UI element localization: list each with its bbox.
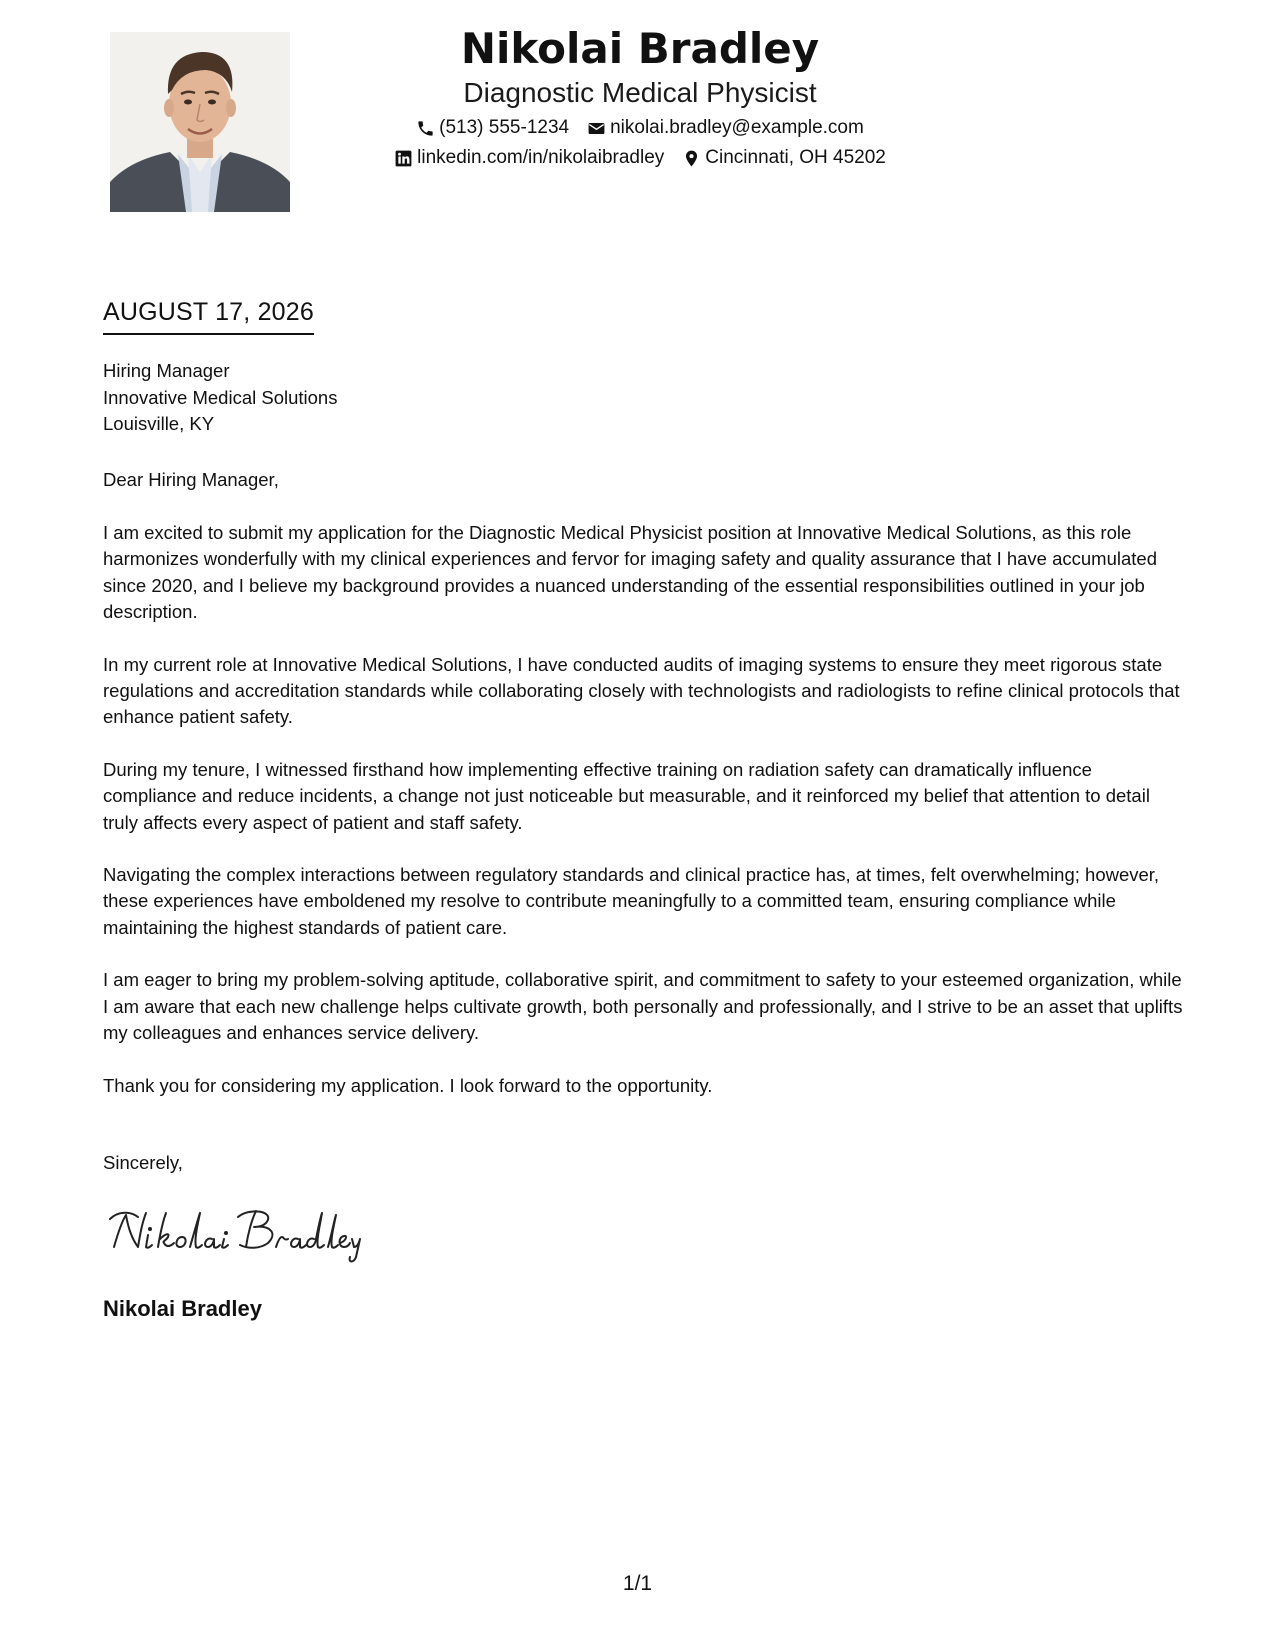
contact-phone[interactable] [416,117,569,139]
handwritten-signature [108,1203,368,1263]
letter-date: AUGUST 17, 2026 [103,298,314,335]
envelope-icon [587,119,606,138]
job-title: Diagnostic Medical Physicist [463,77,817,108]
candidate-name: Nikolai Bradley [460,24,820,73]
body-paragraph: Navigating the complex interactions between regulatory standards and clinical practice has, at times, felt overwhelming; however, these experiences have emboldened my resolve to contribute meaningfully to a committed team, ensuring compliance while maintaining the highest standards of patient care. [103,864,1160,938]
signature-image [108,1203,368,1263]
phone-text: (513) 555-1234 [439,117,570,138]
page-number: 1/1 [622,1572,653,1595]
avatar [110,32,290,212]
body-paragraph: I am eager to bring my problem-solving aptitude, collaborative spirit, and commitment to safety to your esteemed organization, while I am aware that each new challenge helps cultivate growth, both personally and professionally, and I strive to be an asset that uplifts my colleagues and enhances service delivery. [103,969,1183,1044]
location-text: Cincinnati, OH 45202 [705,147,886,168]
salutation: Dear Hiring Manager, [103,469,279,490]
body-paragraph: Thank you for considering my application. I look forward to the opportunity. [103,1074,713,1096]
phone-icon [416,119,435,138]
contact-linkedin[interactable] [394,147,664,169]
recipient-location: Louisville, KY [103,413,215,434]
contact-row-secondary [330,147,950,169]
body-paragraph: I am excited to submit my application for the Diagnostic Medical Physicist position at Innovative Medical Solutions, as this role harmonizes wonderfully with my clinical experiences and fervor for imaging safety and quality assurance that I have accumulated since 2020, and I believe my background provides a nuanced understanding of the essential responsibilities outlined in your job description. [103,522,1158,623]
body-paragraph: During my tenure, I witnessed firsthand how implementing effective training on radiation safety can dramatically influence compliance and reduce incidents, a change not just noticeable but measurable, and it reinforced my belief that attention to detail truly affects every aspect of patient and staff safety. [103,758,1150,833]
linkedin-icon [394,149,413,168]
recipient-company: Innovative Medical Solutions [103,386,338,408]
map-pin-icon [682,149,701,168]
contact-email[interactable] [587,117,864,139]
profile-photo [110,32,290,212]
body-paragraph: In my current role at Innovative Medical Solutions, I have conducted audits of imaging systems to ensure they meet rigorous state regulations and accreditation standards while collaborating closely with technologists and radiologists to refine clinical protocols that enhance patient safety. [103,653,1180,728]
email-text: nikolai.bradley@example.com [610,117,864,138]
letter-body [103,520,1183,1125]
recipient-block [103,358,337,438]
linkedin-text: linkedin.com/in/nikolaibradley [417,147,665,168]
typed-signature-name: Nikolai Bradley [103,1296,262,1321]
header [330,22,950,169]
closing: Sincerely, [103,1152,183,1173]
recipient-name: Hiring Manager [103,360,230,381]
contact-row-primary [330,117,950,139]
contact-location [682,147,886,169]
